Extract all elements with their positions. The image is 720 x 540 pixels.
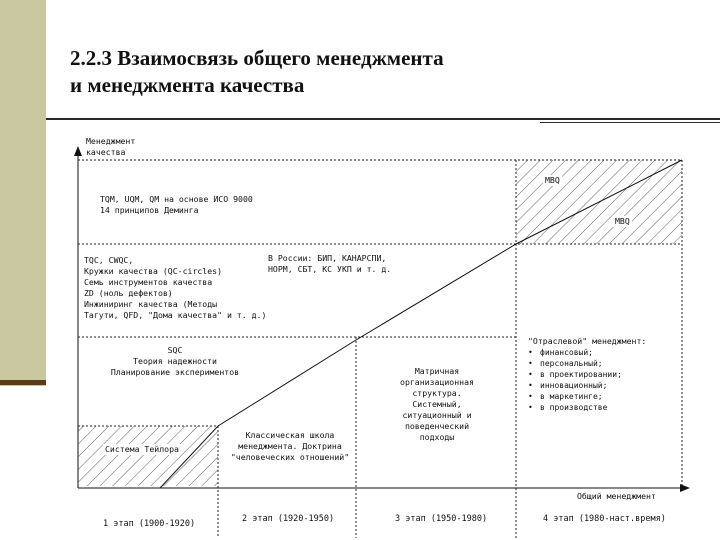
branch-management-title: "Отраслевой" менеджмент:: [528, 336, 647, 346]
tqc-text: TQC, CWQC, Кружки качества (QC-circles) Семь инструментов качества ZD (ноль дефектов) Инжиниринг качества (Методы Тагути, QFD, "Дома качества" и т. д.): [84, 255, 267, 320]
stage-label-4: 4 этап (1980-наст.время): [543, 514, 666, 524]
bullet-icon: •: [528, 348, 533, 357]
list-item: • в производстве: [528, 403, 608, 412]
bullet-icon: •: [528, 381, 533, 390]
bullet-icon: •: [528, 359, 533, 368]
list-item: • инновационный;: [528, 381, 608, 390]
tqm-text: TQM, UQM, QM на основе ИСО 9000 14 принципов Деминга: [100, 194, 253, 215]
hatched-region-stage1-bottom: [78, 426, 218, 486]
bullet-icon: •: [528, 403, 533, 412]
slide-title: 2.2.3 Взаимосвязь общего менеджмента и менеджмента качества: [70, 46, 444, 97]
list-item: • в проектировании;: [528, 370, 622, 379]
stage-label-1: 1 этап (1900-1920): [103, 519, 196, 529]
mbq-label-middle: MBQ: [615, 216, 630, 226]
list-item: • персональный;: [528, 359, 603, 368]
bullet-icon: •: [528, 370, 533, 379]
branch-management-list: [528, 347, 678, 413]
classic-school-text: Классическая школа менеджмента. Доктрина "человеческих отношений": [230, 430, 350, 462]
y-axis-arrow: [74, 146, 82, 156]
list-item: • в маркетинге;: [528, 392, 603, 401]
mbq-label-top: MBQ: [545, 175, 560, 185]
sqc-text: SQC Теория надежности Планирование экспериментов: [110, 345, 240, 377]
y-axis-label: Менеджмент качества: [86, 136, 136, 157]
stage-label-2: 2 этап (1920-1950): [242, 514, 335, 524]
x-axis-label: Общий менеджмент: [577, 491, 656, 501]
russia-text: В России: БИП, КАНАРСПИ, НОРМ, СБТ, КС УКП и т. д.: [268, 253, 392, 274]
bullet-icon: •: [528, 392, 533, 401]
stage-label-3: 3 этап (1950-1980): [395, 514, 488, 524]
list-item: • финансовый;: [528, 348, 593, 357]
taylor-system-text: Система Тейлора: [105, 444, 179, 454]
matrix-structure-text: Матричная организационная структура. Системный, ситуационный и поведенческий подходы: [400, 366, 474, 442]
